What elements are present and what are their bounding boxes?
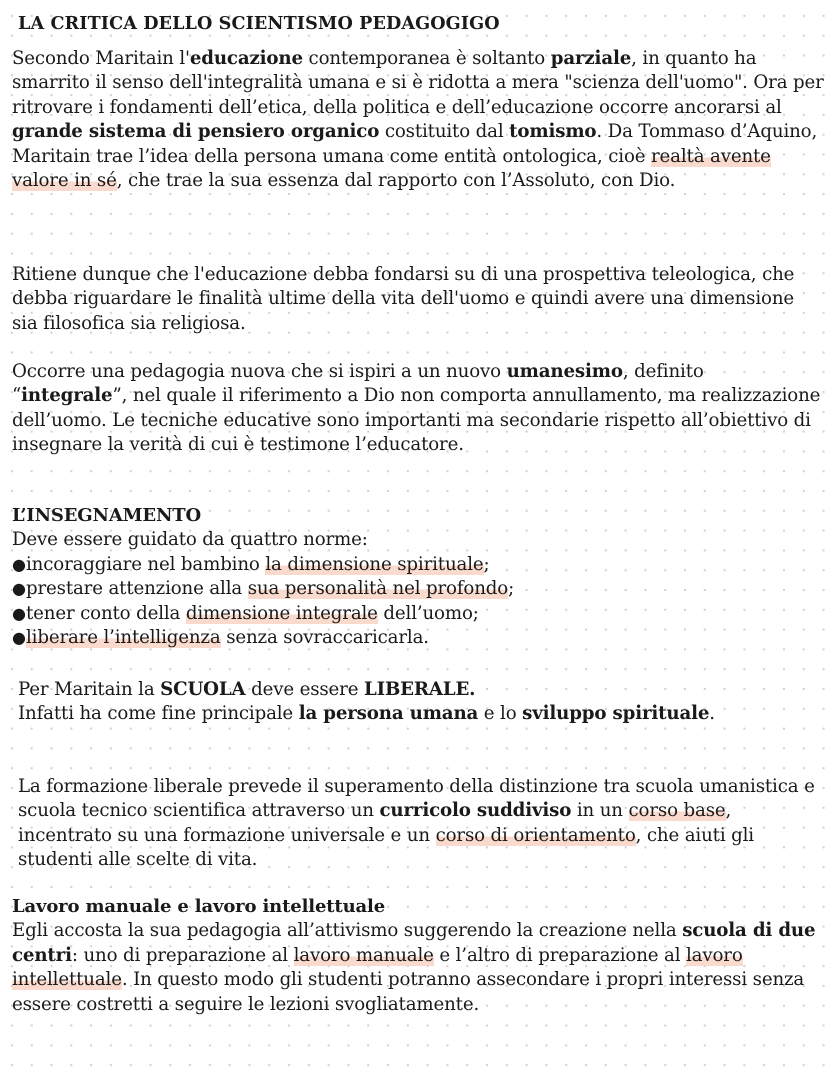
- list-item: ●tener conto della dimensione integrale dell’uomo;: [12, 602, 824, 626]
- highlight-item: liberare l’intelligenza: [26, 627, 221, 649]
- bold-parziale: parziale: [550, 48, 632, 69]
- highlight-item: la dimensione spirituale: [265, 553, 484, 575]
- paragraph-lavoro: Egli accosta la sua pedagogia all’attivismo suggerendo la creazione nella scuola di due centri: uno di preparazione al lavoro manuale e l’altro di preparazione al lavoro intellettuale. In questo modo gli studenti potranno assecondare i propri interessi senza essere costretti a seguire le lezioni svogliatamente.: [12, 920, 816, 1015]
- bold-educazione: educazione: [189, 48, 303, 69]
- paragraph-umanesimo: Occorre una pedagogia nuova che si ispiri a un nuovo umanesimo, definito “integrale”, nel quale il riferimento a Dio non comporta annullamento, ma realizzazione dell’uomo. Le tecniche educative sono importanti ma secondarie rispetto all’obiettivo di insegnare la verità di cui è testimone l’educatore.: [12, 361, 821, 456]
- paragraph-formazione-liberale: La formazione liberale prevede il superamento della distinzione tra scuola umanistica e scuola tecnico scientifica attraverso un curricolo suddiviso in un corso base, incentrato su una formazione universale e un corso di orientamento, che aiuti gli studenti alle scelte di vita.: [18, 776, 815, 871]
- bold-liberale: LIBERALE.: [363, 679, 476, 700]
- bold-umanesimo: umanesimo: [506, 361, 623, 382]
- bold-tomismo: tomismo: [509, 121, 597, 143]
- bold-integrale: integrale: [21, 385, 113, 407]
- highlight-realta-valore: realtà avente valore in sé: [12, 145, 771, 192]
- bold-curricolo: curricolo suddiviso: [379, 800, 572, 822]
- bullet-icon: ●: [12, 579, 26, 599]
- paragraph-scuola-liberale: Per Maritain la SCUOLA deve essere LIBERALE.: [18, 679, 476, 700]
- bold-grande-sistema: grande sistema di pensiero organico: [12, 121, 380, 143]
- paragraph-teleologica: Ritiene dunque che l'educazione debba fondarsi su di una prospettiva teleologica, che debba riguardare le finalità ultime della vita dell'uomo e quindi avere una dimensione sia filosofica sia religiosa.: [12, 264, 795, 334]
- bullet-icon: ●: [12, 603, 26, 623]
- bold-scuola: SCUOLA: [160, 679, 246, 700]
- insegnamento-intro: Deve essere guidato da quattro norme:: [12, 529, 368, 551]
- heading-insegnamento: L’INSEGNAMENTO: [12, 505, 202, 526]
- highlight-lavoro-manuale: lavoro manuale: [293, 944, 434, 966]
- bullet-icon: ●: [12, 628, 26, 648]
- list-item: ●prestare attenzione alla sua personalità nel profondo;: [12, 577, 824, 601]
- norme-list: [12, 553, 824, 651]
- highlight-item: dimensione integrale: [185, 602, 378, 624]
- bold-due-centri: scuola di due centri: [12, 920, 816, 966]
- paragraph-maritain-educazione: Secondo Maritain l'educazione contemporanea è soltanto parziale, in quanto ha smarrito il senso dell'integralità umana e si è ridotta a mera "scienza dell'uomo". Ora per ritrovare i fondamenti dell’etica, della politica e dell’educazione occorre ancorarsi al grande sistema di pensiero organico costituito dal tomismo. Da Tommaso d’Aquino, Maritain trae l’idea della persona umana come entità ontologica, cioè realtà avente valore in sé, che trae la sua essenza dal rapporto con l’Assoluto, con Dio.: [12, 48, 824, 192]
- section-lavoro: [12, 895, 824, 1017]
- bold-sviluppo-spirituale: sviluppo spirituale: [522, 703, 710, 725]
- heading-critica: LA CRITICA DELLO SCIENTISMO PEDAGOGIGO: [18, 13, 500, 34]
- section-scuola: [18, 678, 824, 727]
- list-item: ●incoraggiare nel bambino la dimensione spirituale;: [12, 553, 824, 577]
- list-item: ●liberare l’intelligenza senza sovraccaricarla.: [12, 626, 824, 650]
- highlight-lavoro-intellettuale: lavoro intellettuale: [12, 944, 743, 991]
- bullet-icon: ●: [12, 554, 26, 574]
- paragraph-persona-umana: Infatti ha come fine principale la persona umana e lo sviluppo spirituale.: [18, 703, 715, 725]
- heading-lavoro: Lavoro manuale e lavoro intellettuale: [12, 896, 386, 917]
- bold-persona-umana: la persona umana: [298, 703, 479, 725]
- highlight-corso-base: corso base: [628, 800, 726, 822]
- section-insegnamento: [12, 504, 824, 650]
- highlight-item: sua personalità nel profondo: [247, 578, 509, 600]
- highlight-corso-orientamento: corso di orientamento: [435, 824, 636, 846]
- section-critica: [12, 12, 824, 36]
